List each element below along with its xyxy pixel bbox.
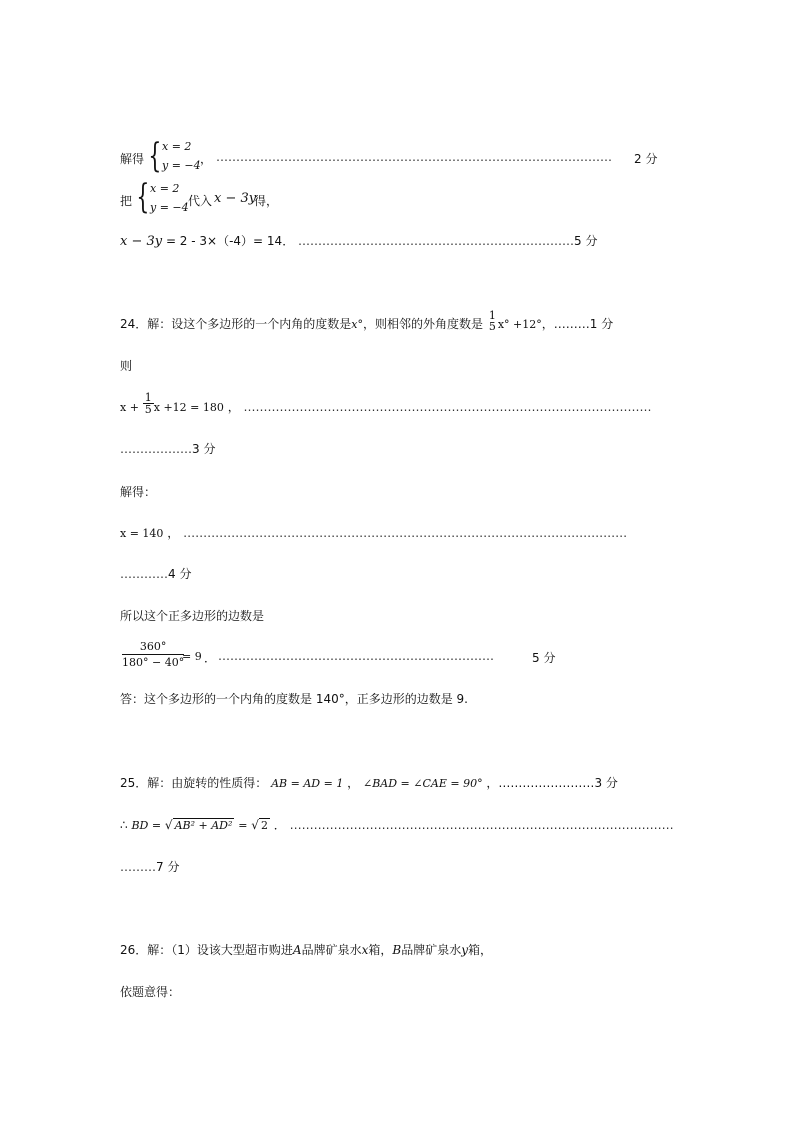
equation-part-b: x +12 = 180 (153, 401, 224, 414)
score-label: 3 分 (594, 776, 618, 790)
fraction-tail: ． (204, 651, 217, 665)
q24-fraction-line (120, 641, 600, 673)
q25-score-line (120, 859, 179, 875)
brand-a: A (292, 943, 302, 957)
equals: = (238, 819, 248, 832)
dot-leader: ………………………………………………………………………………………… (243, 400, 652, 414)
q24-solution-line (120, 525, 627, 542)
dot-leader: …………………………………………………………… (218, 649, 494, 663)
so-line: 所以这个正多边形的边数是 (120, 609, 265, 623)
sqrt-two: 2 (260, 819, 268, 832)
sqrt-body: AB² + AD² (174, 819, 233, 832)
q24-intro: 24．解：设这个多边形的一个内角的度数是 (120, 317, 352, 331)
system1-line1: x = 2 (162, 140, 192, 153)
score-label: 1 分 (589, 317, 614, 331)
dot-leader: …………………………………………………………… (298, 234, 575, 248)
dot-leader: …………………………………………………………………………………… (289, 818, 674, 832)
exterior-expression: x° +12° (497, 318, 542, 331)
q26-mid1: 品牌矿泉水 (301, 943, 362, 957)
equation-ab-ad: AB = AD = 1 (271, 777, 344, 790)
system1-line2: y = −4 (162, 159, 201, 172)
bd-expression: BD = (131, 819, 162, 832)
var-y: y (461, 943, 469, 957)
q25-intro: 25．解：由旋转的性质得： (120, 776, 268, 790)
q25-bd-line (120, 817, 674, 834)
solve-word: 解得 (120, 152, 145, 166)
fraction-one-fifth: $\frac{1}{5}$ (144, 391, 152, 416)
calc-rest: = 2 - 3×（-4）= 14． (165, 234, 295, 248)
bd-tail: ． (273, 818, 286, 832)
substitute-word: 把 (120, 194, 133, 208)
q24-equation-line (120, 391, 652, 416)
dot-leader: ……… (120, 860, 156, 874)
sqrt-symbol: √ (164, 818, 173, 832)
q23-calc-line (120, 233, 597, 250)
system2-line2: y = −4 (150, 201, 189, 214)
score-label: 5 分 (532, 651, 556, 665)
system2-line1: x = 2 (150, 182, 180, 195)
q24-score-line-2 (120, 566, 191, 582)
dot-leader: ………………………………………………………………………………………………… (183, 526, 628, 540)
q24-score-line-1 (120, 441, 215, 457)
score-label: 5 分 (574, 234, 598, 248)
then-line: 则 (120, 359, 133, 373)
equation-tail: ， (227, 400, 240, 414)
q26-intro-line (120, 942, 492, 958)
dot-leader: ……………………………………………………………………………………… (216, 150, 612, 164)
answer-line: 答：这个多边形的一个内角的度数是 140°，正多边形的边数是 9. (120, 692, 468, 706)
q24-intro-line (120, 308, 614, 333)
q25-mid: ， (347, 776, 360, 790)
x-degree: x° (351, 318, 363, 331)
var-x: x (361, 943, 369, 957)
q23-substitute-line (120, 177, 420, 217)
score-label: 4 分 (168, 567, 192, 581)
q26-mid2: 箱， (368, 943, 393, 957)
calc-expression: x − 3y (120, 234, 163, 249)
score-label: 7 分 (156, 860, 180, 874)
therefore-symbol: ∴ (120, 818, 128, 832)
fraction-result: = 9 (182, 650, 202, 663)
left-brace: { (148, 136, 162, 176)
score-label: 3 分 (192, 442, 216, 456)
substitute-text-end: 得， (254, 194, 279, 208)
q24-intro-mid: ，则相邻的外角度数是 (363, 317, 484, 331)
fraction-one-fifth: 1 5 (488, 308, 496, 333)
equation-part-a: x + (120, 401, 139, 414)
equation-angles: ∠BAD = ∠CAE = 90° (363, 777, 483, 790)
solution: x = 140 (120, 527, 164, 540)
score-label: 2 分 (634, 152, 658, 166)
dot-leader: ………… (120, 567, 168, 581)
solution-tail: ， (167, 526, 180, 540)
dot-leader: ……………… (120, 442, 192, 456)
q26-intro: 26．解：（1）设该大型超市购进 (120, 943, 293, 957)
q26-mid3: 品牌矿泉水 (401, 943, 462, 957)
q23-solve-line (120, 136, 680, 176)
solve-line: 解得： (120, 485, 157, 499)
by-question-line: 依题意得： (120, 985, 181, 999)
brand-b: B (392, 943, 402, 957)
system1-tail: ， (200, 152, 213, 166)
left-brace: { (136, 177, 150, 217)
big-fraction: $\frac{360^\circ}{180^\circ - 40^\circ}$ (122, 640, 185, 669)
q25-tail: ，…………………… (486, 776, 595, 790)
q25-intro-line (120, 775, 618, 792)
q24-intro-tail: ，……… (541, 317, 590, 331)
q26-mid4: 箱， (468, 943, 493, 957)
sqrt-symbol-2: √ (251, 818, 259, 832)
expression: x − 3y (214, 191, 257, 206)
substitute-text: 代入 (188, 194, 213, 208)
